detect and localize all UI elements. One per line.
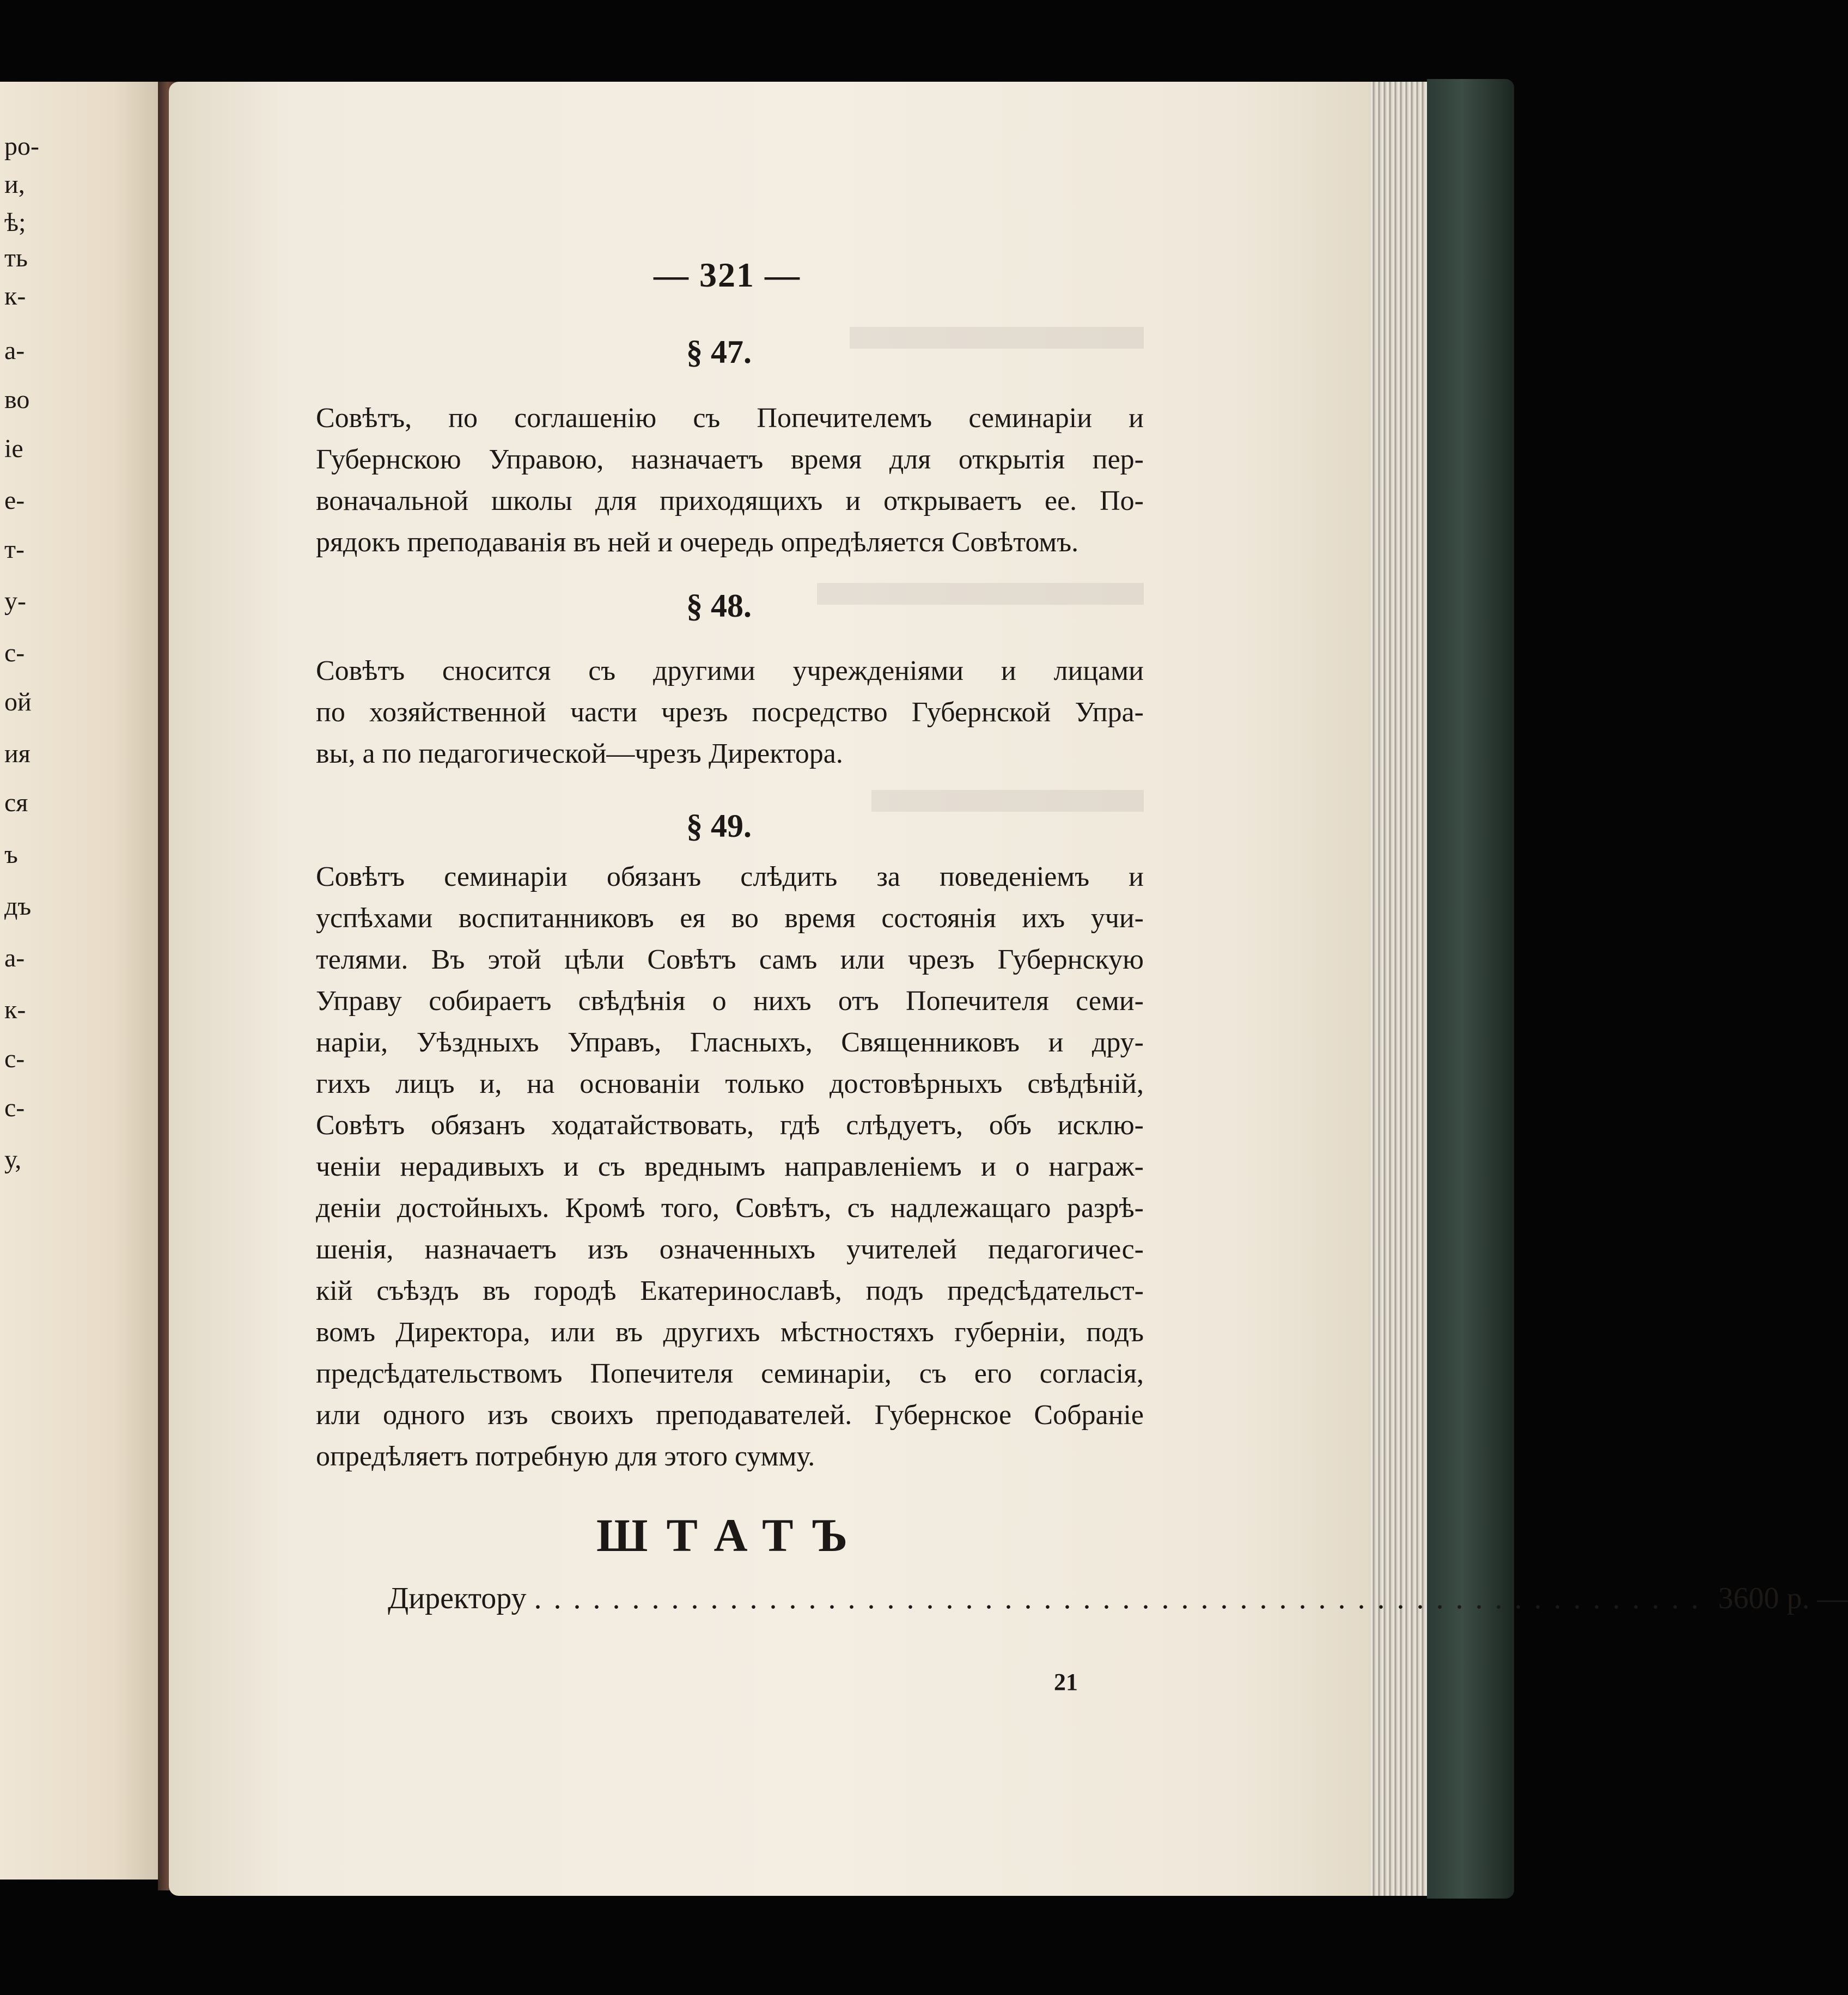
page-edges xyxy=(1370,82,1430,1896)
left-page-fragment: а- xyxy=(4,944,25,972)
left-page-fragment: к- xyxy=(4,995,26,1024)
bleed-through-mark xyxy=(871,790,1144,812)
left-page-fragment: ъ xyxy=(4,840,18,869)
text-line: вомъ Директора, или въ другихъ мѣстностяхъ губерніи, подъ xyxy=(316,1317,1144,1348)
left-page-fragment: ся xyxy=(4,788,28,817)
left-page-fragment: ть xyxy=(4,244,28,272)
text-line: или одного изъ своихъ преподавателей. Губернское Собраніе xyxy=(316,1400,1144,1431)
text-line: по хозяйственной части чрезъ посредство Губернской Упра- xyxy=(316,697,1144,728)
left-page-fragment: с- xyxy=(4,638,25,667)
left-page-fragment: и, xyxy=(4,170,25,199)
text-line: Совѣтъ обязанъ ходатайствовать, гдѣ слѣдуетъ, объ исклю- xyxy=(316,1110,1144,1141)
text-line: опредѣляетъ потребную для этого сумму. xyxy=(316,1441,815,1472)
left-page-fragment: у- xyxy=(4,587,26,616)
left-page-fragment: ѣ; xyxy=(4,208,26,237)
printer-signature: 21 xyxy=(1054,1669,1078,1695)
text-line: Совѣтъ семинаріи обязанъ слѣдить за поведеніемъ и xyxy=(316,861,1144,892)
left-page-fragment: дъ xyxy=(4,892,32,921)
left-page-fragment: а- xyxy=(4,336,25,365)
section-47-text xyxy=(316,398,1144,563)
text-line: наріи, Уѣздныхъ Управъ, Гласныхъ, Священниковъ и дру- xyxy=(316,1027,1144,1058)
text-line: шенія, назначаетъ изъ означенныхъ учителей педагогичес- xyxy=(316,1234,1144,1265)
left-page-fragment: с- xyxy=(4,1044,25,1073)
bleed-through-mark xyxy=(850,327,1144,349)
leader-dots: ............................................................ xyxy=(534,1582,1711,1615)
section-heading-48: § 48. xyxy=(686,588,752,624)
left-page-fragment: ия xyxy=(4,739,31,768)
section-heading-47: § 47. xyxy=(686,334,752,370)
left-page-fragment: іе xyxy=(4,434,23,463)
text-line: рядокъ преподаванія въ ней и очередь опредѣляется Совѣтомъ. xyxy=(316,527,1079,558)
text-line: Управу собираетъ свѣдѣнія о нихъ отъ Попечителя семи- xyxy=(316,986,1144,1017)
left-page-fragment: во xyxy=(4,385,30,414)
text-line: Совѣтъ сносится съ другими учрежденіями и лицами xyxy=(316,655,1144,686)
section-heading-49: § 49. xyxy=(686,808,752,844)
staff-row-director xyxy=(388,1581,1848,1616)
text-line: ченіи нерадивыхъ и съ вреднымъ направленіемъ и о награж- xyxy=(316,1151,1144,1182)
left-page xyxy=(0,82,163,1880)
left-page-fragment: т- xyxy=(4,535,25,564)
text-line: вы, а по педагогической—чрезъ Директора. xyxy=(316,738,843,769)
left-page-fragment: ой xyxy=(4,688,32,716)
text-line: воначальной школы для приходящихъ и открываетъ ее. По- xyxy=(316,485,1144,516)
text-line: Губернскою Управою, назначаетъ время для открытія пер- xyxy=(316,444,1144,475)
staff-amount: 3600 р. — xyxy=(1718,1582,1848,1615)
bleed-through-mark xyxy=(817,583,1144,605)
staff-heading: ШТАТЪ xyxy=(596,1509,867,1561)
book-cover xyxy=(1427,79,1514,1899)
text-line: Совѣтъ, по соглашенію съ Попечителемъ семинаріи и xyxy=(316,403,1144,434)
text-line: кій съѣздъ въ городѣ Екатеринославѣ, подъ предсѣдательст- xyxy=(316,1275,1144,1306)
left-page-fragment: е- xyxy=(4,486,25,515)
text-line: гихъ лицъ и, на основаніи только достовѣрныхъ свѣдѣній, xyxy=(316,1068,1144,1099)
section-49-text xyxy=(316,856,1144,1477)
text-line: предсѣдательствомъ Попечителя семинаріи, съ его согласія, xyxy=(316,1358,1144,1389)
text-line: успѣхами воспитанниковъ ея во время состоянія ихъ учи- xyxy=(316,903,1144,934)
page-number: — 321 — xyxy=(654,256,801,294)
text-line: телями. Въ этой цѣли Совѣтъ самъ или чрезъ Губернскую xyxy=(316,944,1144,975)
staff-label: Директору xyxy=(388,1582,527,1615)
left-page-fragment: с- xyxy=(4,1093,25,1122)
left-page-fragment: у, xyxy=(4,1145,22,1174)
left-page-fragment: к- xyxy=(4,282,26,311)
section-48-text xyxy=(316,650,1144,775)
text-line: деніи достойныхъ. Кромѣ того, Совѣтъ, съ надлежащаго разрѣ- xyxy=(316,1193,1144,1224)
left-page-fragment: ро- xyxy=(4,132,39,161)
